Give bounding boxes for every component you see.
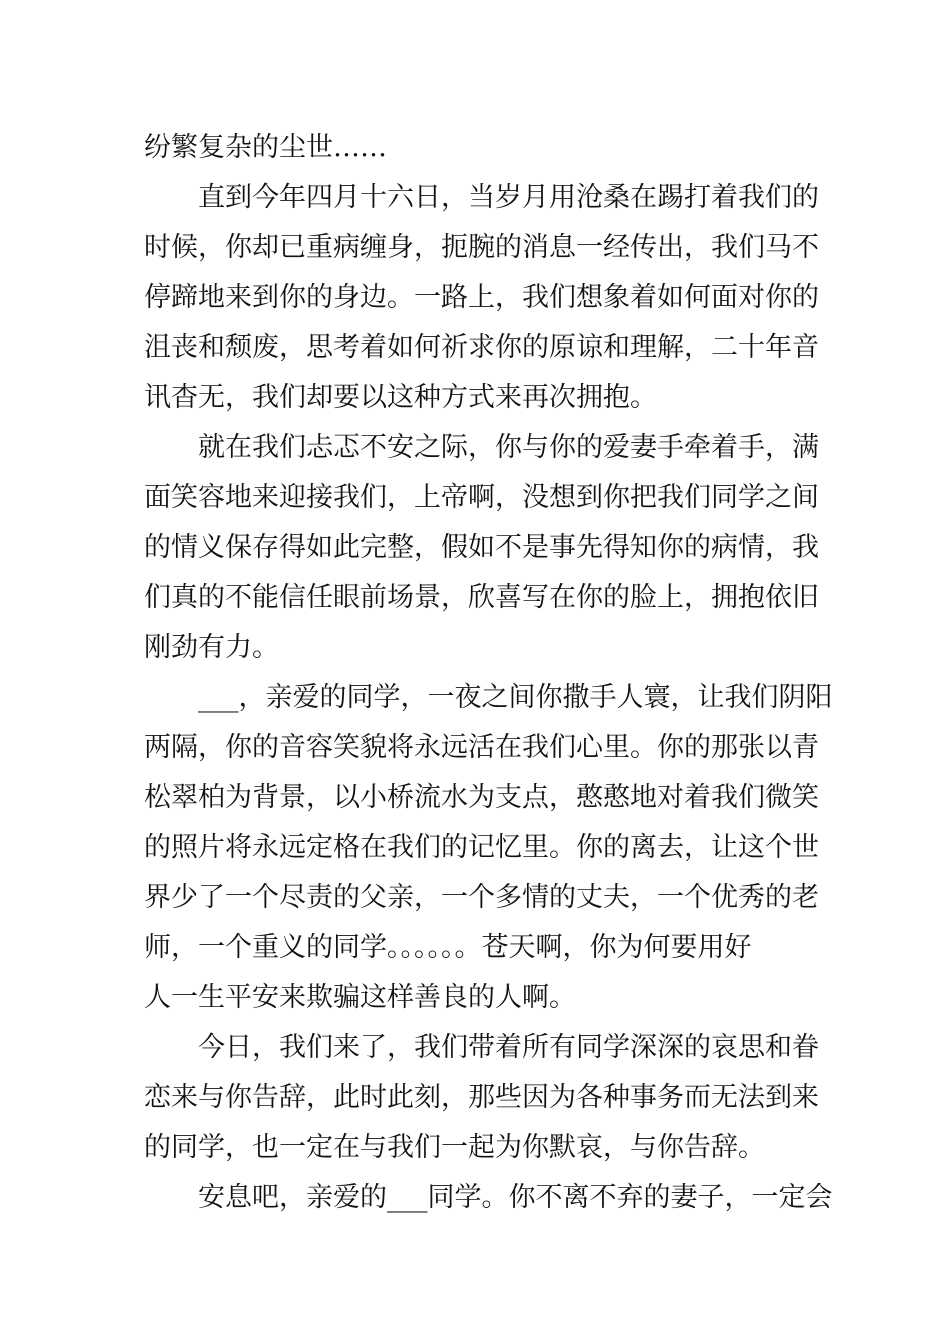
text-line: 时候，你却已重病缠身，扼腕的消息一经传出，我们马不 (144, 232, 819, 263)
text-line: 纷繁复杂的尘世…… (144, 132, 387, 163)
text-line: 界少了一个尽责的父亲，一个多情的丈夫，一个优秀的老 (144, 882, 819, 913)
text-line: 停蹄地来到你的身边。一路上，我们想象着如何面对你的 (144, 282, 819, 313)
text-line: 两隔，你的音容笑貌将永远活在我们心里。你的那张以青 (144, 732, 819, 763)
paragraph-start-line: 就在我们忐忑不安之际，你与你的爱妻手牵着手，满 (198, 432, 819, 463)
text-line: 的情义保存得如此完整，假如不是事先得知你的病情，我 (144, 532, 819, 563)
paragraph-start-line: 安息吧，亲爱的___同学。你不离不弃的妻子，一定会 (198, 1182, 833, 1213)
text-line: 刚劲有力。 (144, 632, 279, 663)
paragraph-start-line: 直到今年四月十六日，当岁月用沧桑在踢打着我们的 (198, 182, 819, 213)
paragraph-start-line: ___，亲爱的同学，一夜之间你撒手人寰，让我们阴阳 (198, 682, 833, 713)
text-line: 人一生平安来欺骗这样善良的人啊。 (144, 982, 576, 1013)
text-line: 面笑容地来迎接我们，上帝啊，没想到你把我们同学之间 (144, 482, 819, 513)
text-line: 沮丧和颓废，思考着如何祈求你的原谅和理解，二十年音 (144, 332, 819, 363)
text-line: 恋来与你告辞，此时此刻，那些因为各种事务而无法到来 (144, 1082, 819, 1113)
text-line: 师，一个重义的同学。。。。。。苍天啊，你为何要用好 (144, 932, 752, 963)
paragraph-start-line: 今日，我们来了，我们带着所有同学深深的哀思和眷 (198, 1032, 819, 1063)
text-line: 的照片将永远定格在我们的记忆里。你的离去，让这个世 (144, 832, 819, 863)
text-line: 的同学，也一定在与我们一起为你默哀，与你告辞。 (144, 1132, 765, 1163)
text-line: 讯杳无，我们却要以这种方式来再次拥抱。 (144, 382, 657, 413)
text-line: 松翠柏为背景，以小桥流水为支点，憨憨地对着我们微笑 (144, 782, 819, 813)
text-line: 们真的不能信任眼前场景，欣喜写在你的脸上，拥抱依旧 (144, 582, 819, 613)
